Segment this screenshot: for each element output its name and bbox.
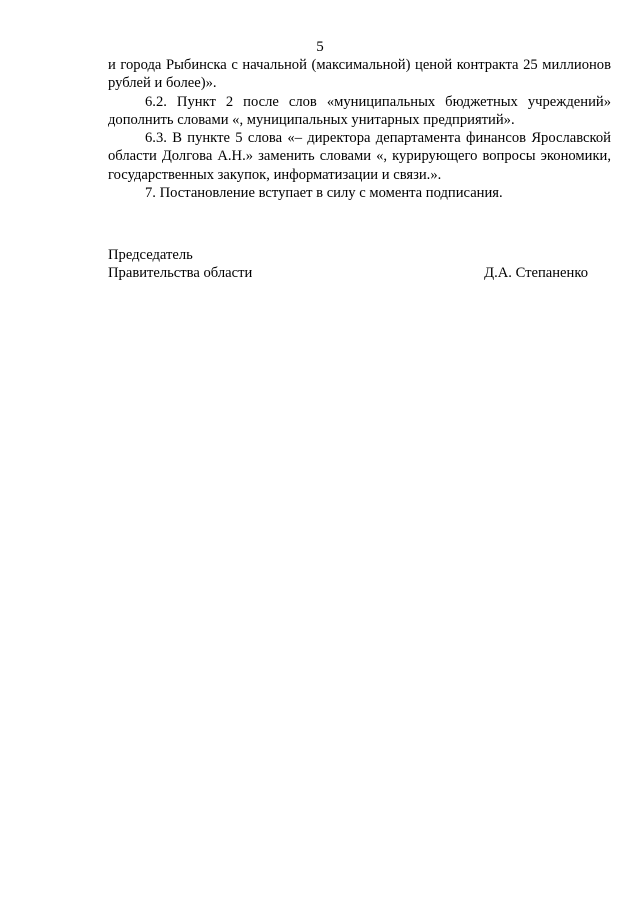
paragraph-continuation: и города Рыбинска с начальной (максимальной) ценой контракта 25 миллионов рублей и более)». [108,57,611,92]
signature-block [108,246,588,283]
paragraph-item-6-2: 6.2. Пункт 2 после слов «муниципальных бюджетных учреждений» дополнить словами «, муниципальных унитарных предприятий». [108,93,611,128]
document-body [108,56,611,202]
signature-line [108,264,588,282]
paragraph-item-7: 7. Постановление вступает в силу с момента подписания. [145,185,503,202]
page-number: 5 [316,39,324,55]
paragraph-item-6-3: 6.3. В пункте 5 слова «– директора департамента финансов Ярославской области Долгова А.Н.» заменить словами «, курирующего вопросы экономики, государственных закупок, информатизации и связи.». [108,130,611,183]
signatory-name: Д.А. Степаненко [484,265,588,282]
signatory-title-line1: Председатель [108,247,193,263]
signatory-title-line2: Правительства области [108,265,253,282]
